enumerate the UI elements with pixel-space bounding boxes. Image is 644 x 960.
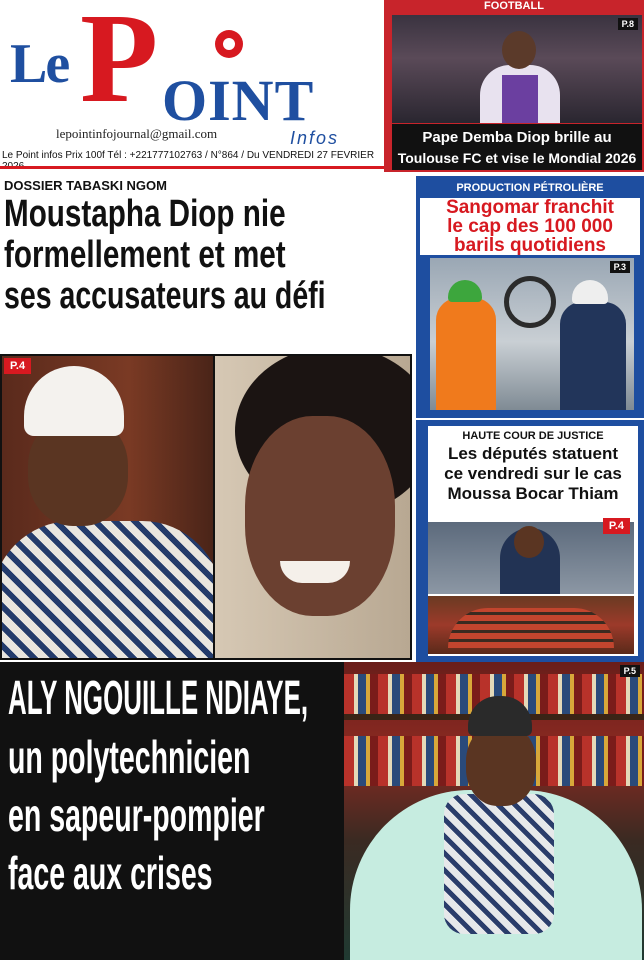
worker-orange xyxy=(436,298,496,410)
man-portrait-photo xyxy=(2,356,213,658)
helmet-white xyxy=(572,280,608,304)
bottom-sub-line2: en sapeur-pompier xyxy=(8,789,265,841)
ndiaye-scarf xyxy=(444,794,554,934)
worker-navy xyxy=(560,302,626,410)
woman-portrait-photo xyxy=(215,356,410,658)
main-story-headline[interactable] xyxy=(4,194,433,317)
valve-wheel xyxy=(504,276,556,328)
main-headline-line2: formellement et met xyxy=(4,234,286,276)
justice-headline-line3: Moussa Bocar Thiam xyxy=(447,484,619,503)
main-story-kicker: DOSSIER TABASKI NGOM xyxy=(4,178,167,193)
assembly-hemicycle xyxy=(448,608,614,648)
bottom-headline-line1: ALY NGOUILLE NDIAYE, xyxy=(8,672,309,725)
logo-oint: OINT xyxy=(162,68,315,133)
football-caption-line1: Pape Demba Diop brille au xyxy=(422,129,612,146)
football-teaser[interactable] xyxy=(384,0,644,172)
football-caption xyxy=(392,124,642,170)
justice-headline-line1: Les députés statuent xyxy=(447,444,619,463)
justice-teaser[interactable] xyxy=(416,420,644,662)
main-story-page-tag: P.4 xyxy=(4,358,31,374)
player-jersey-stripe xyxy=(502,75,538,123)
woman-smile xyxy=(280,561,350,583)
contact-email: lepointinfojournal@gmail.com xyxy=(56,126,218,141)
parliament-photo xyxy=(428,596,634,654)
oil-production-teaser[interactable] xyxy=(416,176,644,418)
main-headline-line3: ses accusateurs au défi xyxy=(4,275,326,317)
masthead-rule xyxy=(0,166,384,169)
player-head xyxy=(502,31,536,69)
main-story-photos xyxy=(0,354,412,660)
justice-page-tag: P.4 xyxy=(603,518,630,534)
petro-headline-line1: Sangomar franchit xyxy=(446,197,614,218)
ndiaye-portrait-photo xyxy=(344,662,644,960)
bottom-sub-line3: face aux crises xyxy=(8,847,213,899)
logo-dot-inner xyxy=(223,38,235,50)
oil-workers-photo xyxy=(430,258,634,410)
logo-le: Le xyxy=(10,33,69,95)
justice-inner-panel xyxy=(428,426,638,656)
justice-headline xyxy=(428,444,638,504)
justice-section-label: HAUTE COUR DE JUSTICE xyxy=(462,430,604,442)
minister-head xyxy=(514,526,544,558)
petro-page-tag: P.3 xyxy=(610,261,630,273)
football-caption-line2: Toulouse FC et vise le Mondial 2026 xyxy=(397,150,637,166)
main-headline-line1: Moustapha Diop nie xyxy=(4,193,286,235)
football-page-tag: P.8 xyxy=(618,18,638,30)
petro-headline-line2: le cap des 100 000 xyxy=(447,216,613,237)
woman-face xyxy=(245,416,395,616)
bottom-story-page-tag: P.5 xyxy=(620,665,640,677)
football-player-photo xyxy=(392,15,642,123)
football-section-label: FOOTBALL xyxy=(484,0,544,12)
man-robe xyxy=(2,521,213,658)
masthead xyxy=(0,0,384,170)
ndiaye-face xyxy=(466,724,536,806)
justice-headline-line2: ce vendredi sur le cas xyxy=(444,464,622,483)
petro-section-label: PRODUCTION PÉTROLIÈRE xyxy=(456,182,604,194)
publication-line: Le Point infos Prix 100f Tél : +221777102763 / N°864 / Du VENDREDI 27 FEVRIER xyxy=(2,150,375,161)
helmet-green xyxy=(448,280,482,302)
logo-infos: Infos xyxy=(290,128,340,148)
bottom-sub-line1: un polytechnicien xyxy=(8,731,251,783)
petro-headline-line3: barils quotidiens xyxy=(453,235,607,256)
man-cap xyxy=(24,366,124,436)
petro-headline xyxy=(420,198,640,255)
logo-letter-p: P xyxy=(80,0,159,129)
